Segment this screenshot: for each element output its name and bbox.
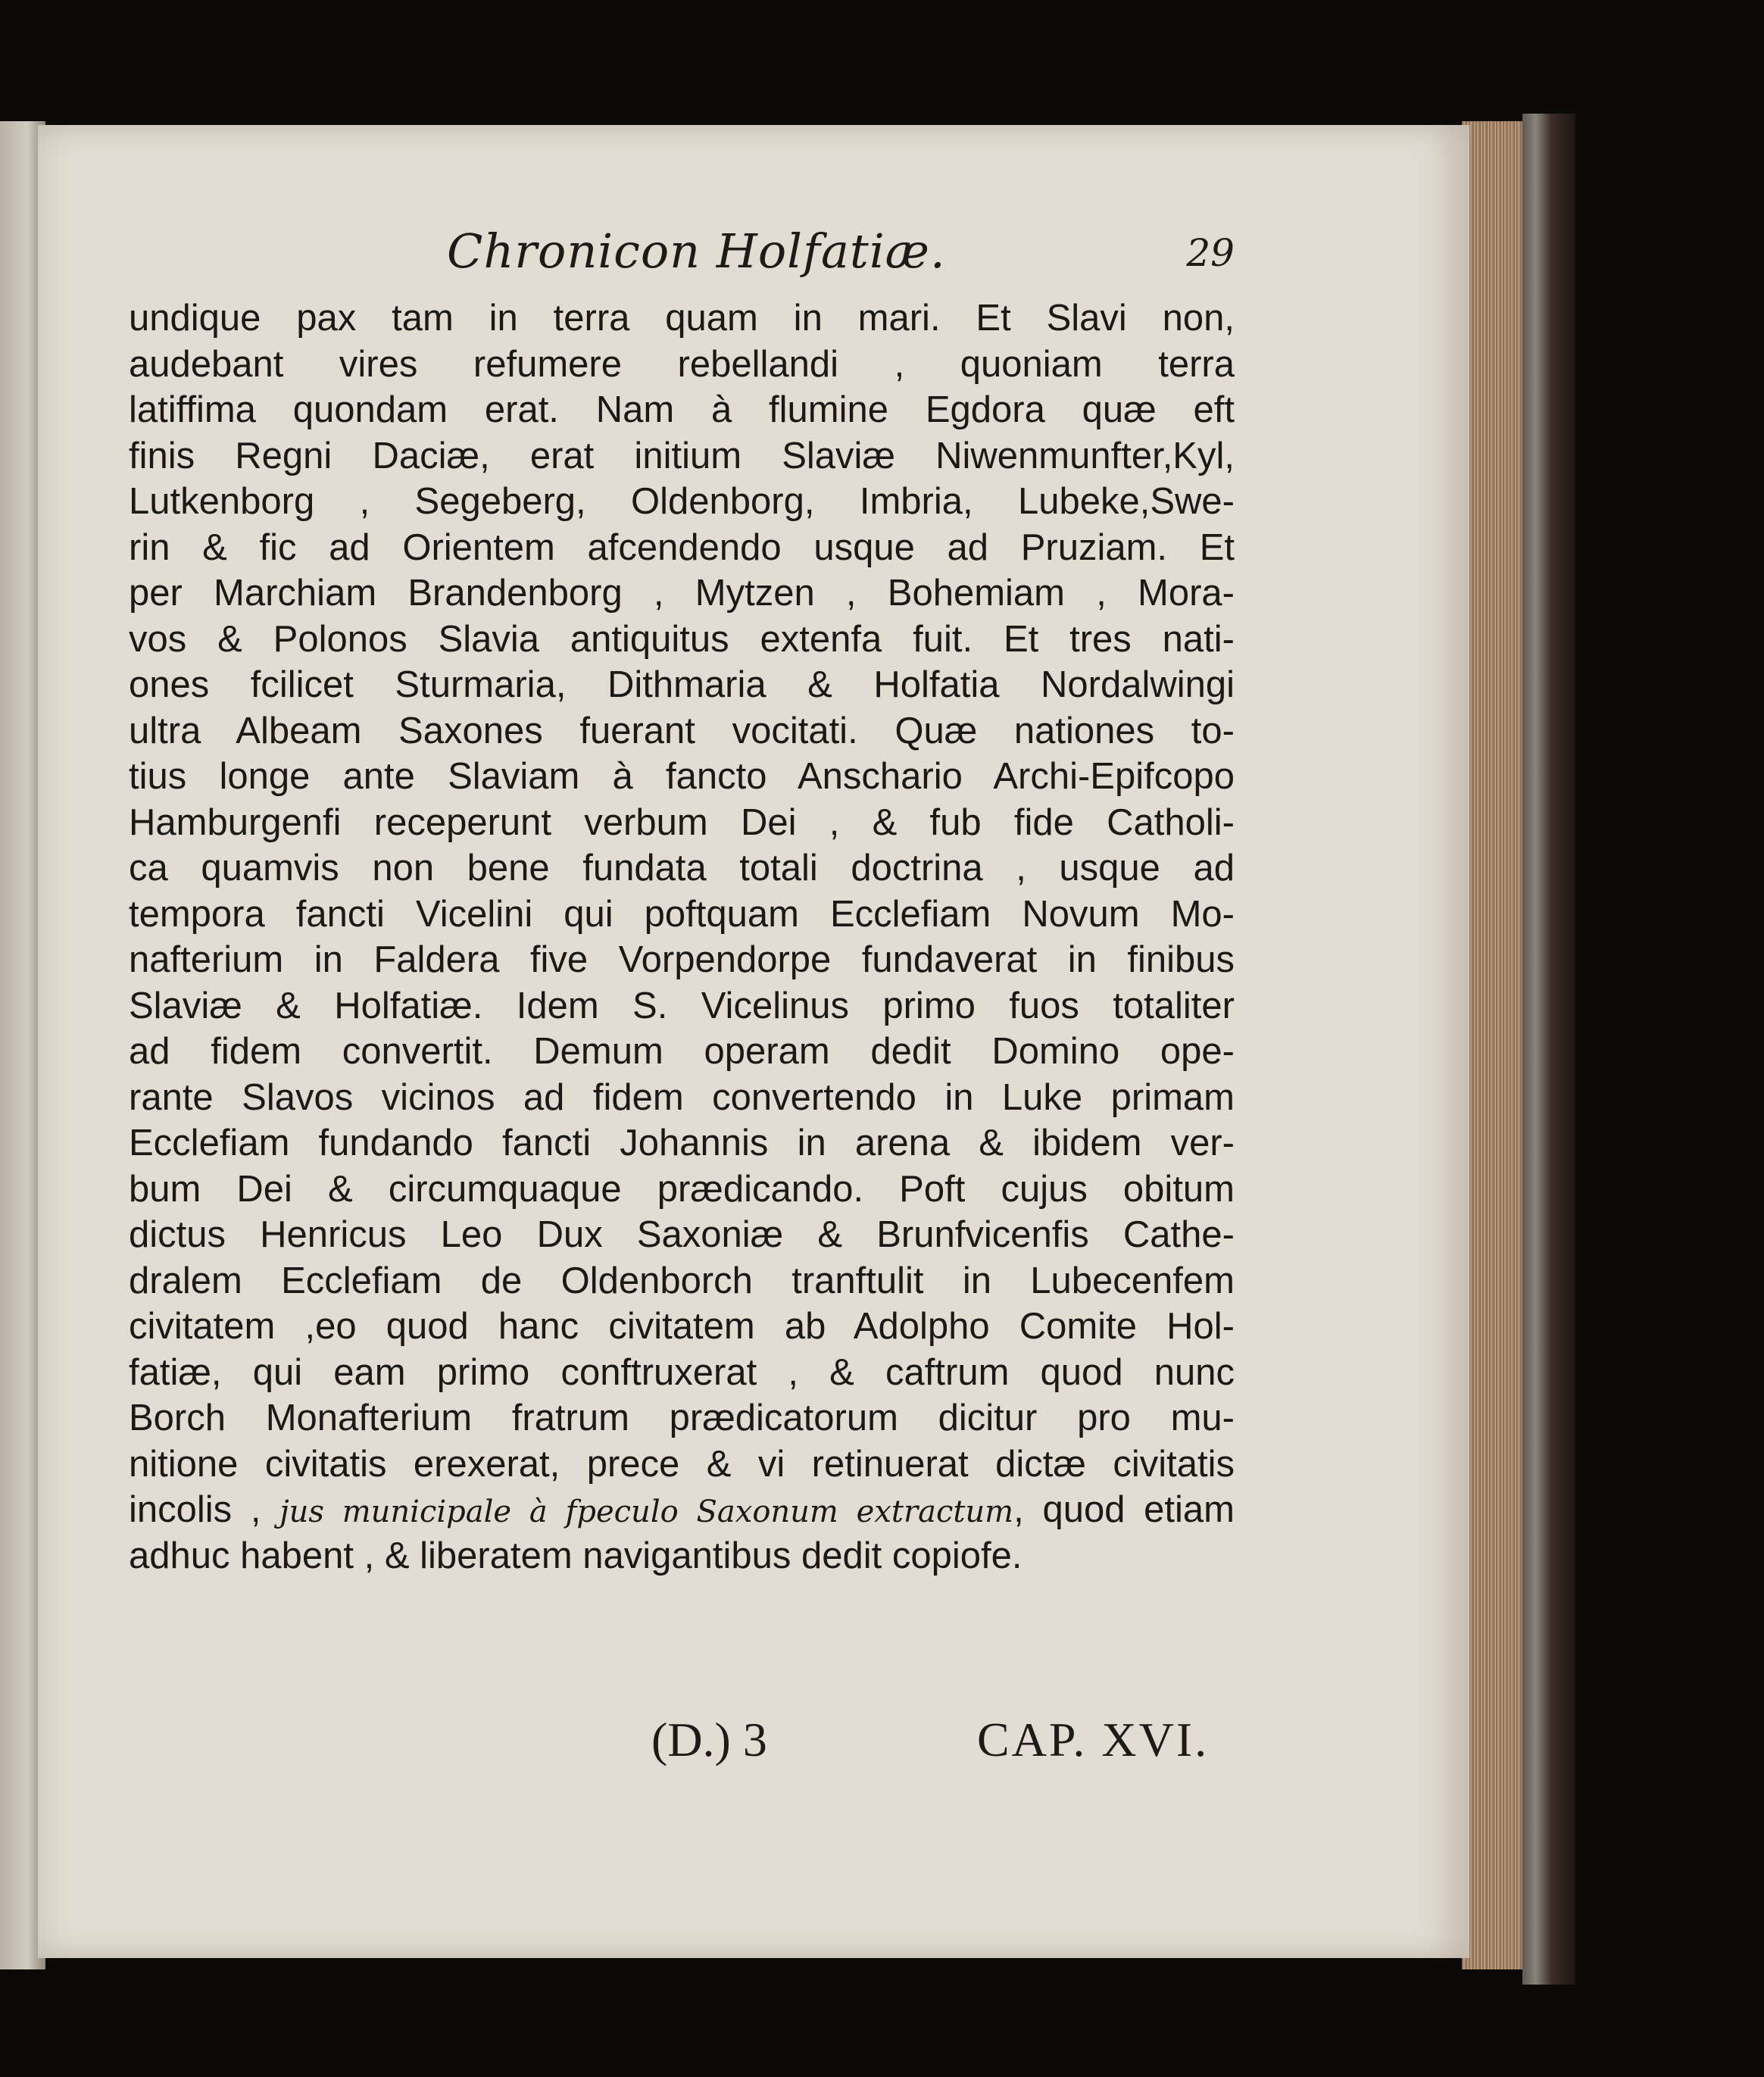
text-line: ultra Albeam Saxones fuerant vocitati. Quæ nationes to- — [129, 710, 1235, 751]
text-line: bum Dei & circumquaque prædicando. Poft cujus obitum — [129, 1168, 1235, 1210]
text-line: tempora fancti Vicelini qui poftquam Ecclefiam Novum Mo- — [129, 893, 1235, 935]
text-line: Lutkenborg , Segeberg, Oldenborg, Imbria, Lubeke,Swe- — [129, 481, 1235, 522]
text-line: per Marchiam Brandenborg , Mytzen , Bohemiam , Mora- — [129, 573, 1235, 614]
text-line: ones fcilicet Sturmaria, Dithmaria & Holfatia Nordalwingi — [129, 664, 1235, 705]
signature-mark: (D.) 3 — [651, 1713, 767, 1766]
text-line: ad fidem convertit. Demum operam dedit Domino ope- — [129, 1031, 1235, 1072]
text-line: civitatem ,eo quod hanc civitatem ab Adolpho Comite Hol- — [129, 1306, 1235, 1347]
text-line — [129, 1487, 1235, 1533]
page-fore-edge — [1462, 121, 1522, 1969]
text-line: rin & fic ad Orientem afcendendo usque ad Pruziam. Et — [129, 526, 1235, 568]
page-header — [129, 216, 1235, 284]
text-line: vos & Polonos Slavia antiquitus extenfa fuit. Et tres nati- — [129, 618, 1235, 660]
text-line: latiffima quondam erat. Nam à flumine Egdora quæ eft — [129, 389, 1235, 430]
book-cover-board — [1522, 114, 1575, 1985]
text-line: ca quamvis non bene fundata totali doctrina , usque ad — [129, 848, 1235, 889]
text-line: Ecclefiam fundando fancti Johannis in arena & ibidem ver- — [129, 1123, 1235, 1163]
text-line: audebant vires refumere rebellandi , quoniam terra — [129, 343, 1235, 385]
page-number: 29 — [1186, 231, 1235, 275]
catchword: CAP. XVI. — [977, 1713, 1210, 1766]
text-line: fatiæ, qui eam primo conftruxerat , & caftrum quod nunc — [129, 1351, 1235, 1393]
line-start: incolis , — [129, 1489, 261, 1530]
text-line: finis Regni Daciæ, erat initium Slaviæ Niwenmunfter,Kyl, — [129, 435, 1235, 476]
text-line: dictus Henricus Leo Dux Saxoniæ & Brunfvicenfis Cathe- — [129, 1214, 1235, 1255]
text-line: Borch Monafterium fratrum prædicatorum dicitur pro mu- — [129, 1398, 1235, 1438]
text-line: nitione civitatis erexerat, prece & vi retinuerat dictæ civitatis — [129, 1443, 1235, 1485]
text-line: nafterium in Faldera five Vorpendorpe fundaverat in finibus — [129, 939, 1235, 980]
text-line: Hamburgenfi receperunt verbum Dei , & fub fide Catholi- — [129, 801, 1235, 843]
body-text — [129, 295, 1235, 1579]
running-title: Chronicon Holfatiæ. — [447, 223, 946, 279]
text-line: rante Slavos vicinos ad fidem convertendo in Luke primam — [129, 1076, 1235, 1118]
text-line-last: adhuc habent , & liberatem navigantibus dedit copiofe. — [129, 1535, 1022, 1576]
line-end: , quod etiam — [1013, 1489, 1235, 1530]
text-line: dralem Ecclefiam de Oldenborch tranftulit in Lubecenfem — [129, 1260, 1235, 1301]
italic-phrase: jus municipale à fpeculo Saxonum extractum — [279, 1495, 1014, 1529]
text-line: tius longe ante Slaviam à fancto Anschario Archi-Epifcopo — [129, 756, 1235, 797]
text-line: undique pax tam in terra quam in mari. Et Slavi non, — [129, 298, 1235, 339]
text-line: Slaviæ & Holfatiæ. Idem S. Vicelinus primo fuos totaliter — [129, 985, 1235, 1026]
page-footer — [636, 1712, 1242, 1780]
